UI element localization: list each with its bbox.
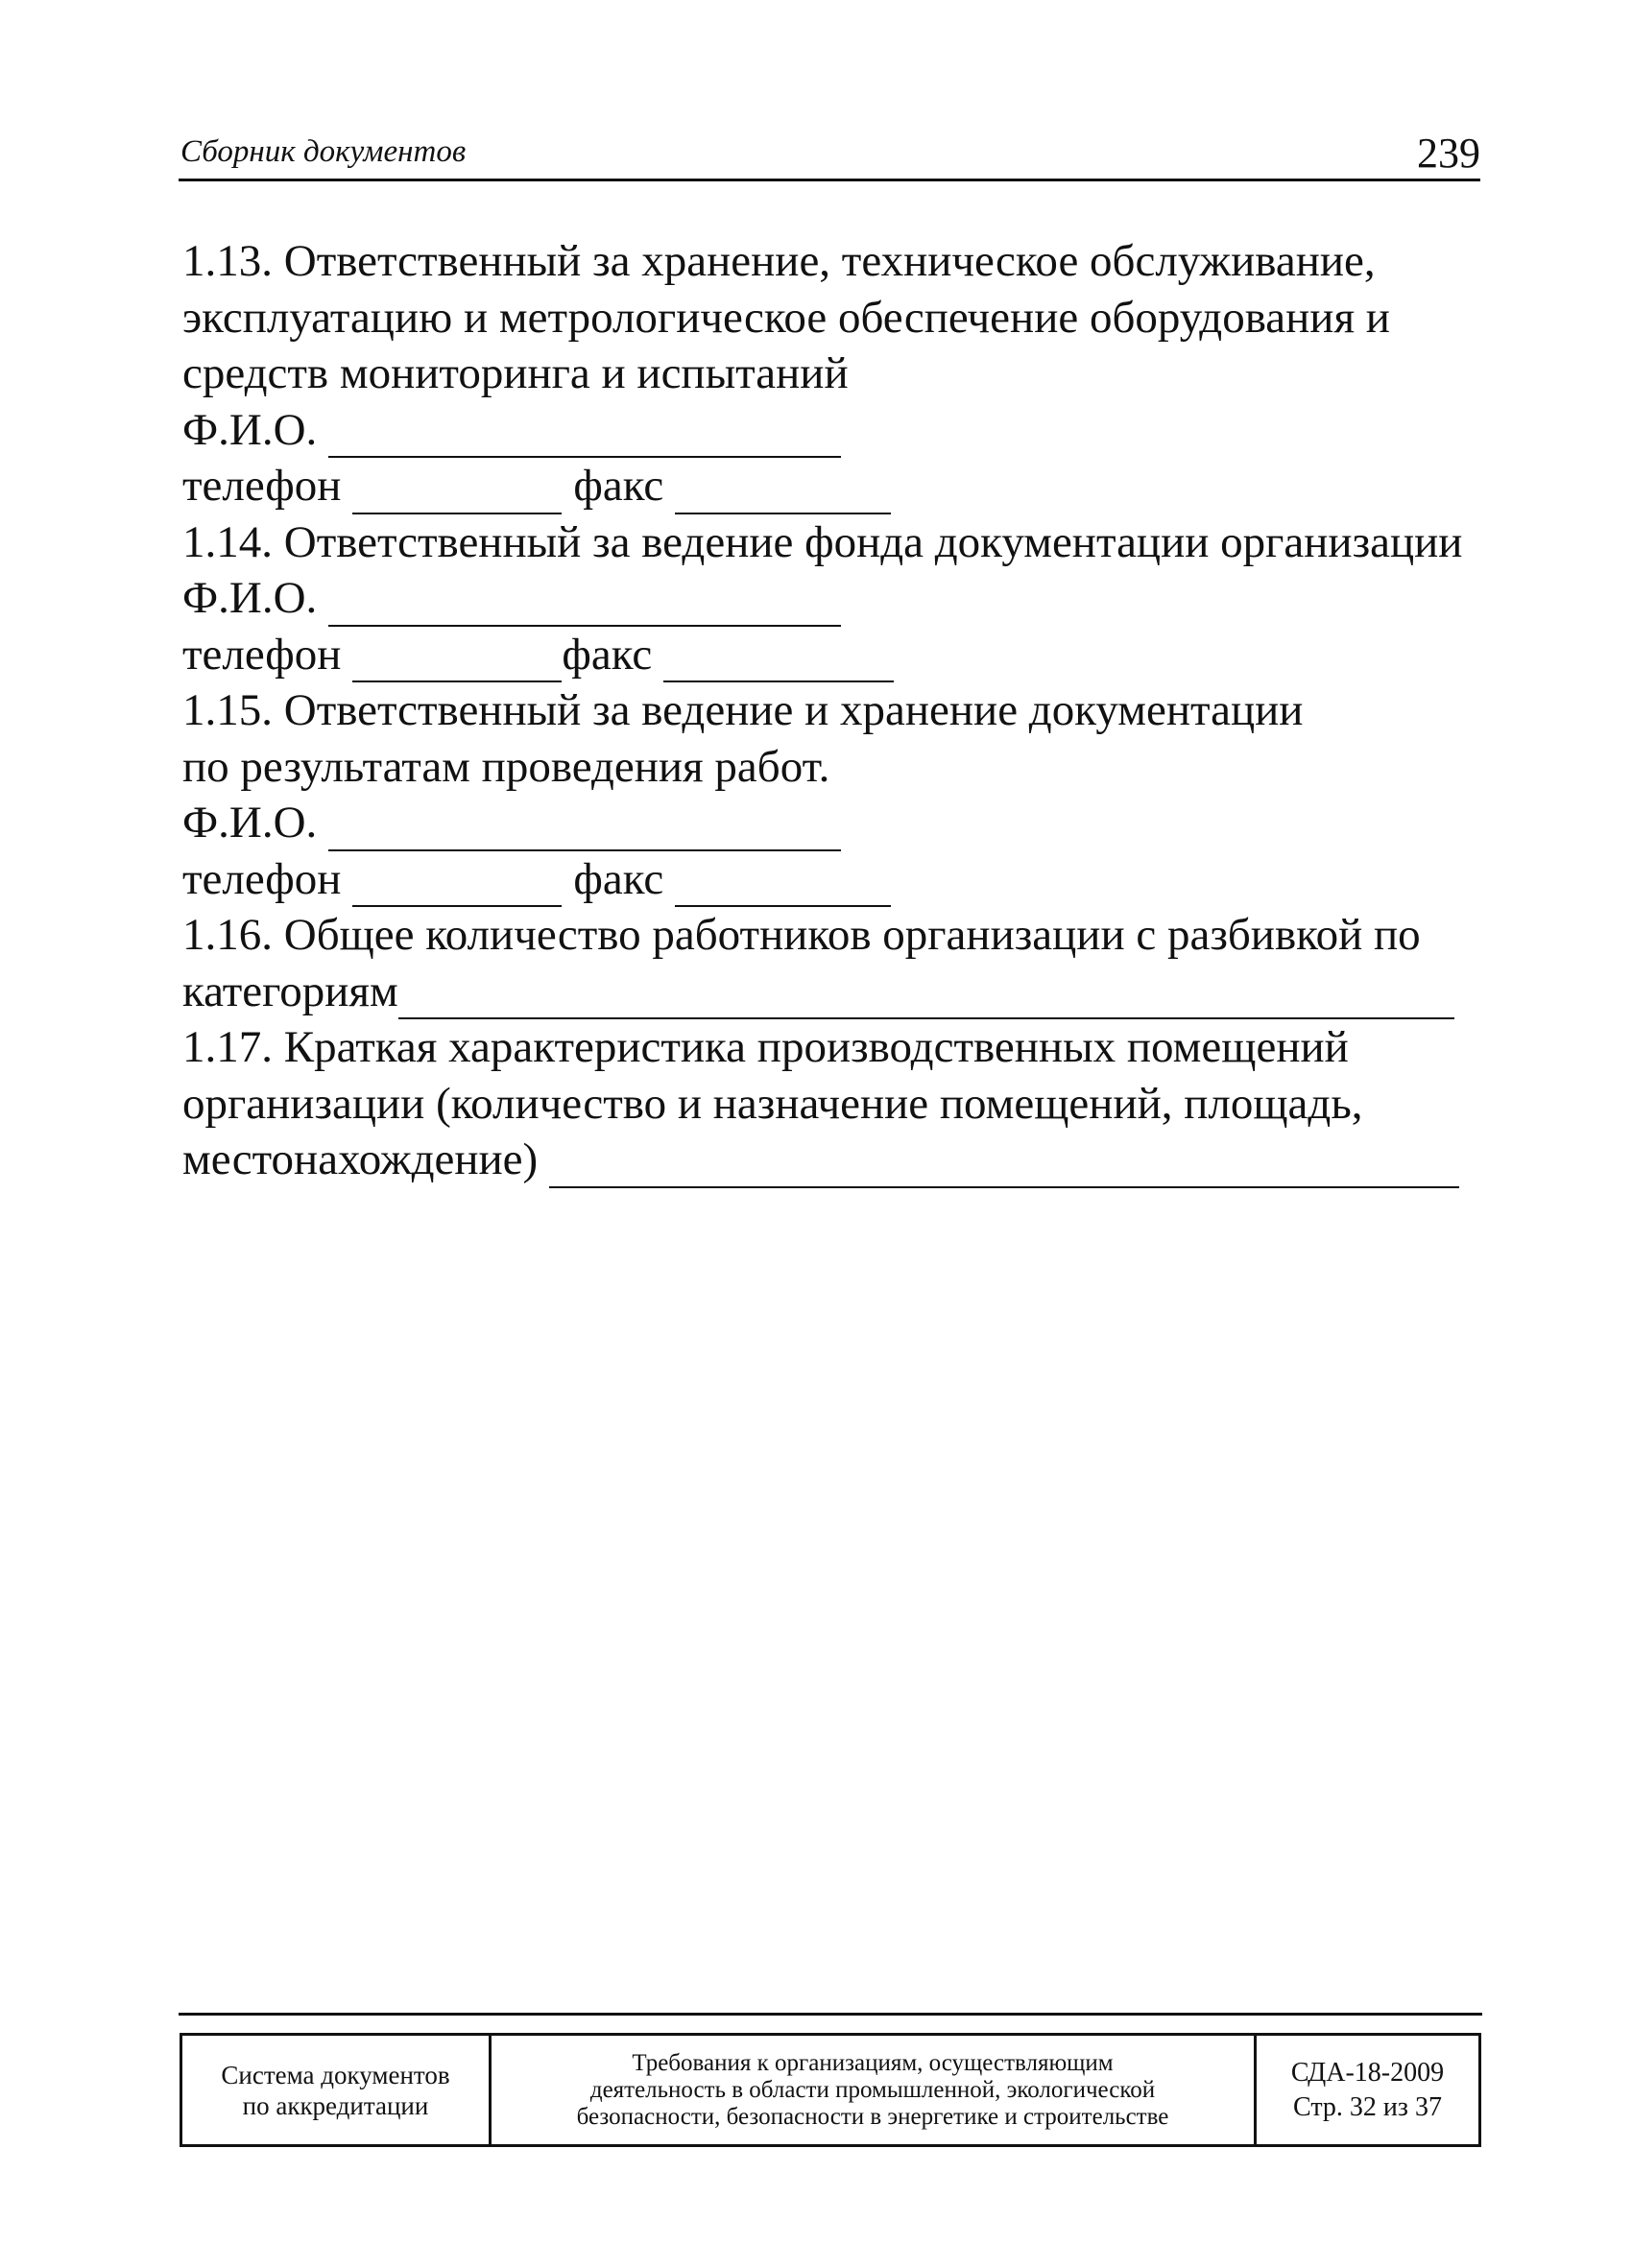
fio-field[interactable] xyxy=(328,583,841,627)
fax-label: факс xyxy=(573,461,664,511)
categories-field[interactable] xyxy=(398,975,1454,1019)
footer-requirements-line-1: Требования к организациям, осуществляющим xyxy=(632,2049,1114,2076)
categories-label: категориям xyxy=(182,966,398,1016)
footer-system-cell xyxy=(182,2036,492,2144)
footer-rule xyxy=(179,2013,1482,2016)
fax-field[interactable] xyxy=(675,863,891,907)
phone-field[interactable] xyxy=(352,638,562,682)
footer-page-info: Стр. 32 из 37 xyxy=(1293,2091,1442,2122)
fio-label: Ф.И.О. xyxy=(182,404,318,455)
item-1-13-line-2: эксплуатацию и метрологическое обеспечение оборудования и xyxy=(182,292,1390,343)
location-label: местонахождение) xyxy=(182,1134,539,1184)
item-1-13-line-3: средств мониторинга и испытаний xyxy=(182,348,849,398)
item-1-14-fio-row xyxy=(182,570,1488,627)
item-1-15-line-2: по результатам проведения работ. xyxy=(182,741,830,792)
header-rule xyxy=(179,179,1480,181)
fio-field[interactable] xyxy=(328,414,841,458)
page-number: 239 xyxy=(1417,130,1480,177)
fio-label: Ф.И.О. xyxy=(182,798,318,848)
form-body xyxy=(182,233,1488,1188)
item-1-14-line-1: 1.14. Ответственный за ведение фонда документации организации xyxy=(182,516,1463,567)
phone-field[interactable] xyxy=(352,863,562,907)
item-1-16-line-1: 1.16. Общее количество работников организации с разбивкой по xyxy=(182,910,1421,960)
item-1-17-location-row xyxy=(182,1132,1488,1188)
item-1-13-line-1: 1.13. Ответственный за хранение, техническое обслуживание, xyxy=(182,236,1376,286)
footer-requirements-line-2: деятельность в области промышленной, экологической xyxy=(589,2076,1156,2103)
footer-system-line-1: Система документов xyxy=(221,2060,450,2089)
footer-table xyxy=(180,2033,1481,2147)
fio-label: Ф.И.О. xyxy=(182,573,318,623)
item-1-16-categories-row xyxy=(182,964,1488,1020)
page-header-title: Сборник документов xyxy=(180,134,467,169)
fax-label: факс xyxy=(573,853,664,904)
footer-requirements-cell xyxy=(492,2036,1257,2144)
footer-system-line-2: по аккредитации xyxy=(242,2090,429,2120)
item-1-14-contact-row xyxy=(182,627,1488,683)
location-field[interactable] xyxy=(549,1144,1459,1188)
fax-field[interactable] xyxy=(663,638,894,682)
item-1-13-contact-row xyxy=(182,458,1488,514)
footer-code-cell xyxy=(1257,2036,1478,2144)
phone-label: телефон xyxy=(182,461,342,511)
fio-field[interactable] xyxy=(328,807,841,851)
footer-requirements-line-3: безопасности, безопасности в энергетике и строительстве xyxy=(576,2103,1169,2130)
item-1-17-line-2: организации (количество и назначение помещений, площадь, xyxy=(182,1078,1363,1129)
footer-doc-code: СДА-18-2009 xyxy=(1290,2057,1445,2088)
phone-label: телефон xyxy=(182,629,342,680)
item-1-17-line-1: 1.17. Краткая характеристика производственных помещений xyxy=(182,1022,1349,1072)
phone-field[interactable] xyxy=(352,470,562,514)
phone-label: телефон xyxy=(182,853,342,904)
item-1-15-line-1: 1.15. Ответственный за ведение и хранение документации xyxy=(182,685,1304,735)
item-1-15-contact-row xyxy=(182,851,1488,908)
fax-field[interactable] xyxy=(675,470,891,514)
fax-label: факс xyxy=(562,629,653,680)
item-1-13-fio-row xyxy=(182,402,1488,459)
item-1-15-fio-row xyxy=(182,795,1488,851)
